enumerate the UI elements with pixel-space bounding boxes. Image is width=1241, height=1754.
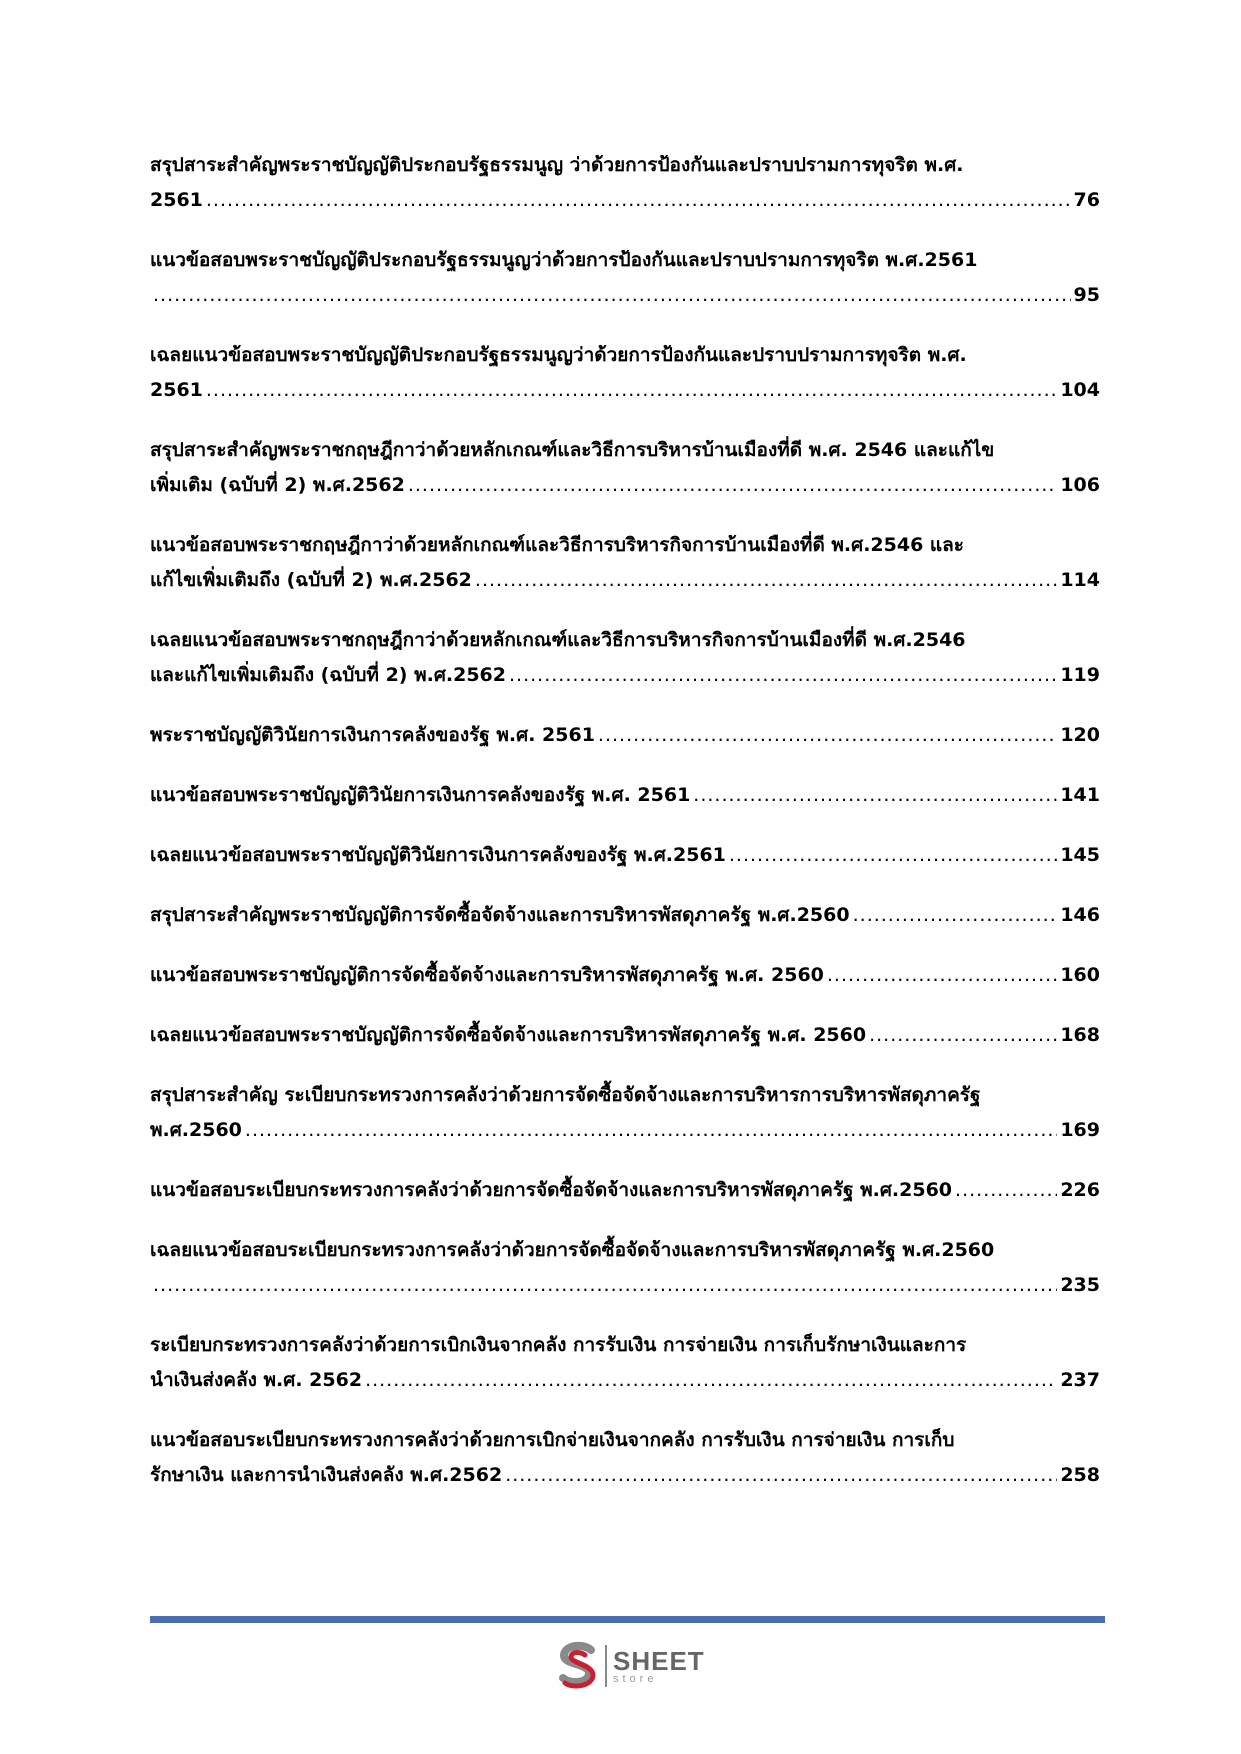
dot-leader <box>206 373 1057 408</box>
toc-leader-row <box>150 838 1100 873</box>
toc-entry-title-end: แก้ไขเพิ่มเติมถึง (ฉบับที่ 2) พ.ศ.2562 <box>150 569 472 591</box>
toc-entry[interactable] <box>150 1233 1100 1303</box>
dot-leader <box>408 468 1058 503</box>
toc-entry-title: แนวข้อสอบพระราชกฤษฎีกาว่าด้วยหลักเกณฑ์และวิธีการบริหารกิจการบ้านเมืองที่ดี พ.ศ.2546 และ <box>150 534 965 556</box>
toc-page-number: 141 <box>1060 784 1100 806</box>
toc-leader-row <box>150 1363 1100 1398</box>
toc-entry[interactable] <box>150 1328 1100 1398</box>
toc-entry-title: ระเบียบกระทรวงการคลังว่าด้วยการเบิกเงินจากคลัง การรับเงิน การจ่ายเงิน การเก็บรักษาเงินและการ <box>150 1334 967 1356</box>
toc-entry-title-end: 2561 <box>150 189 203 211</box>
toc-entry-title: เฉลยแนวข้อสอบพระราชบัญญัติประกอบรัฐธรรมนูญว่าด้วยการป้องกันและปราบปรามการทุจริต พ.ศ. <box>150 344 967 366</box>
toc-entry-title-end: พ.ศ.2560 <box>150 1119 242 1141</box>
toc-leader-row <box>150 1113 1100 1148</box>
toc-page-number: 146 <box>1060 904 1100 926</box>
logo-brand-text: SHEET <box>613 1645 705 1676</box>
toc-entry[interactable] <box>150 338 1100 408</box>
toc-entry-title-end: เพิ่มเติม (ฉบับที่ 2) พ.ศ.2562 <box>150 474 405 496</box>
toc-entry-title: สรุปสาระสำคัญพระราชบัญญัติประกอบรัฐธรรมนูญ ว่าด้วยการป้องกันและปราบปรามการทุจริต พ.ศ. <box>150 154 964 176</box>
toc-entry[interactable] <box>150 148 1100 218</box>
toc-leader-row <box>150 1268 1100 1303</box>
toc-leader-row <box>150 373 1100 408</box>
table-of-contents <box>150 148 1100 1518</box>
toc-page-number: 76 <box>1073 189 1100 211</box>
toc-entry[interactable] <box>150 1173 1100 1208</box>
toc-leader-row <box>150 958 1100 993</box>
toc-leader-row <box>150 278 1100 313</box>
toc-entry[interactable] <box>150 433 1100 503</box>
toc-entry-title-end: เฉลยแนวข้อสอบพระราชบัญญัติวินัยการเงินการคลังของรัฐ พ.ศ.2561 <box>150 844 726 866</box>
toc-leader-row <box>150 1018 1100 1053</box>
logo-sub-text: store <box>613 1672 658 1685</box>
toc-page-number: 95 <box>1073 284 1100 306</box>
toc-page-number: 235 <box>1060 1274 1100 1296</box>
toc-page-number: 168 <box>1060 1024 1100 1046</box>
dot-leader <box>153 1268 1057 1303</box>
toc-entry[interactable] <box>150 243 1100 313</box>
footer-divider <box>150 1616 1105 1623</box>
toc-entry[interactable] <box>150 623 1100 693</box>
toc-entry[interactable] <box>150 1423 1100 1493</box>
toc-leader-row <box>150 1458 1100 1493</box>
toc-entry-title: แนวข้อสอบพระราชบัญญัติประกอบรัฐธรรมนูญว่าด้วยการป้องกันและปราบปรามการทุจริต พ.ศ.2561 <box>150 249 978 271</box>
toc-page-number: 160 <box>1060 964 1100 986</box>
toc-entry[interactable] <box>150 898 1100 933</box>
toc-entry[interactable] <box>150 1078 1100 1148</box>
toc-leader-row <box>150 658 1100 693</box>
toc-page-number: 258 <box>1060 1464 1100 1486</box>
toc-entry-title: สรุปสาระสำคัญ ระเบียบกระทรวงการคลังว่าด้วยการจัดซื้อจัดจ้างและการบริหารการบริหารพัสดุภาครัฐ <box>150 1084 981 1106</box>
dot-leader <box>827 958 1057 993</box>
toc-entry-title-end: แนวข้อสอบพระราชบัญญัติวินัยการเงินการคลังของรัฐ พ.ศ. 2561 <box>150 784 691 806</box>
dot-leader <box>955 1173 1057 1208</box>
toc-entry-title-end: 2561 <box>150 379 203 401</box>
toc-entry-title-end: เฉลยแนวข้อสอบพระราชบัญญัติการจัดซื้อจัดจ้างและการบริหารพัสดุภาครัฐ พ.ศ. 2560 <box>150 1024 867 1046</box>
logo-separator <box>605 1645 607 1687</box>
toc-page-number: 104 <box>1060 379 1100 401</box>
toc-entry[interactable] <box>150 958 1100 993</box>
sheet-store-logo <box>555 1636 725 1696</box>
toc-entry-title-end: แนวข้อสอบพระราชบัญญัติการจัดซื้อจัดจ้างและการบริหารพัสดุภาครัฐ พ.ศ. 2560 <box>150 964 824 986</box>
toc-entry-title-end: รักษาเงิน และการนำเงินส่งคลัง พ.ศ.2562 <box>150 1464 503 1486</box>
toc-entry-title-end: สรุปสาระสำคัญพระราชบัญญัติการจัดซื้อจัดจ้างและการบริหารพัสดุภาครัฐ พ.ศ.2560 <box>150 904 850 926</box>
toc-entry-title-end: พระราชบัญญัติวินัยการเงินการคลังของรัฐ พ.ศ. 2561 <box>150 724 595 746</box>
dot-leader <box>853 898 1058 933</box>
toc-leader-row <box>150 183 1100 218</box>
dot-leader <box>153 278 1071 313</box>
dot-leader <box>598 718 1057 753</box>
toc-entry[interactable] <box>150 838 1100 873</box>
toc-page-number: 120 <box>1060 724 1100 746</box>
toc-entry[interactable] <box>150 718 1100 753</box>
toc-page-number: 114 <box>1060 569 1100 591</box>
toc-entry-title-end: นำเงินส่งคลัง พ.ศ. 2562 <box>150 1369 363 1391</box>
toc-entry-title-end: แนวข้อสอบระเบียบกระทรวงการคลังว่าด้วยการจัดซื้อจัดจ้างและการบริหารพัสดุภาครัฐ พ.ศ.2560 <box>150 1179 953 1201</box>
toc-page-number: 169 <box>1060 1119 1100 1141</box>
toc-entry[interactable] <box>150 528 1100 598</box>
toc-page-number: 106 <box>1060 474 1100 496</box>
toc-leader-row <box>150 1173 1100 1208</box>
dot-leader <box>505 1458 1057 1493</box>
toc-entry-title: เฉลยแนวข้อสอบพระราชกฤษฎีกาว่าด้วยหลักเกณฑ์และวิธีการบริหารกิจการบ้านเมืองที่ดี พ.ศ.2546 <box>150 629 966 651</box>
toc-leader-row <box>150 563 1100 598</box>
dot-leader <box>245 1113 1057 1148</box>
toc-page-number: 226 <box>1060 1179 1100 1201</box>
toc-entry-title: สรุปสาระสำคัญพระราชกฤษฎีกาว่าด้วยหลักเกณฑ์และวิธีการบริหารบ้านเมืองที่ดี พ.ศ. 2546 และแก้ไข <box>150 439 995 461</box>
toc-entry[interactable] <box>150 1018 1100 1053</box>
dot-leader <box>206 183 1071 218</box>
toc-leader-row <box>150 718 1100 753</box>
dot-leader <box>869 1018 1057 1053</box>
toc-entry-title: เฉลยแนวข้อสอบระเบียบกระทรวงการคลังว่าด้วยการจัดซื้อจัดจ้างและการบริหารพัสดุภาครัฐ พ.ศ.2560 <box>150 1239 995 1261</box>
toc-page-number: 145 <box>1060 844 1100 866</box>
s-monogram-icon <box>555 1641 601 1691</box>
toc-entry-title-end: และแก้ไขเพิ่มเติมถึง (ฉบับที่ 2) พ.ศ.2562 <box>150 664 506 686</box>
toc-entry[interactable] <box>150 778 1100 813</box>
dot-leader <box>729 838 1057 873</box>
dot-leader <box>475 563 1057 598</box>
toc-leader-row <box>150 778 1100 813</box>
toc-page-number: 237 <box>1060 1369 1100 1391</box>
dot-leader <box>509 658 1057 693</box>
toc-entry-title: แนวข้อสอบระเบียบกระทรวงการคลังว่าด้วยการเบิกจ่ายเงินจากคลัง การรับเงิน การจ่ายเงิน การเก็บ <box>150 1429 955 1451</box>
toc-leader-row <box>150 898 1100 933</box>
toc-page-number: 119 <box>1060 664 1100 686</box>
dot-leader <box>693 778 1057 813</box>
toc-leader-row <box>150 468 1100 503</box>
dot-leader <box>365 1363 1057 1398</box>
